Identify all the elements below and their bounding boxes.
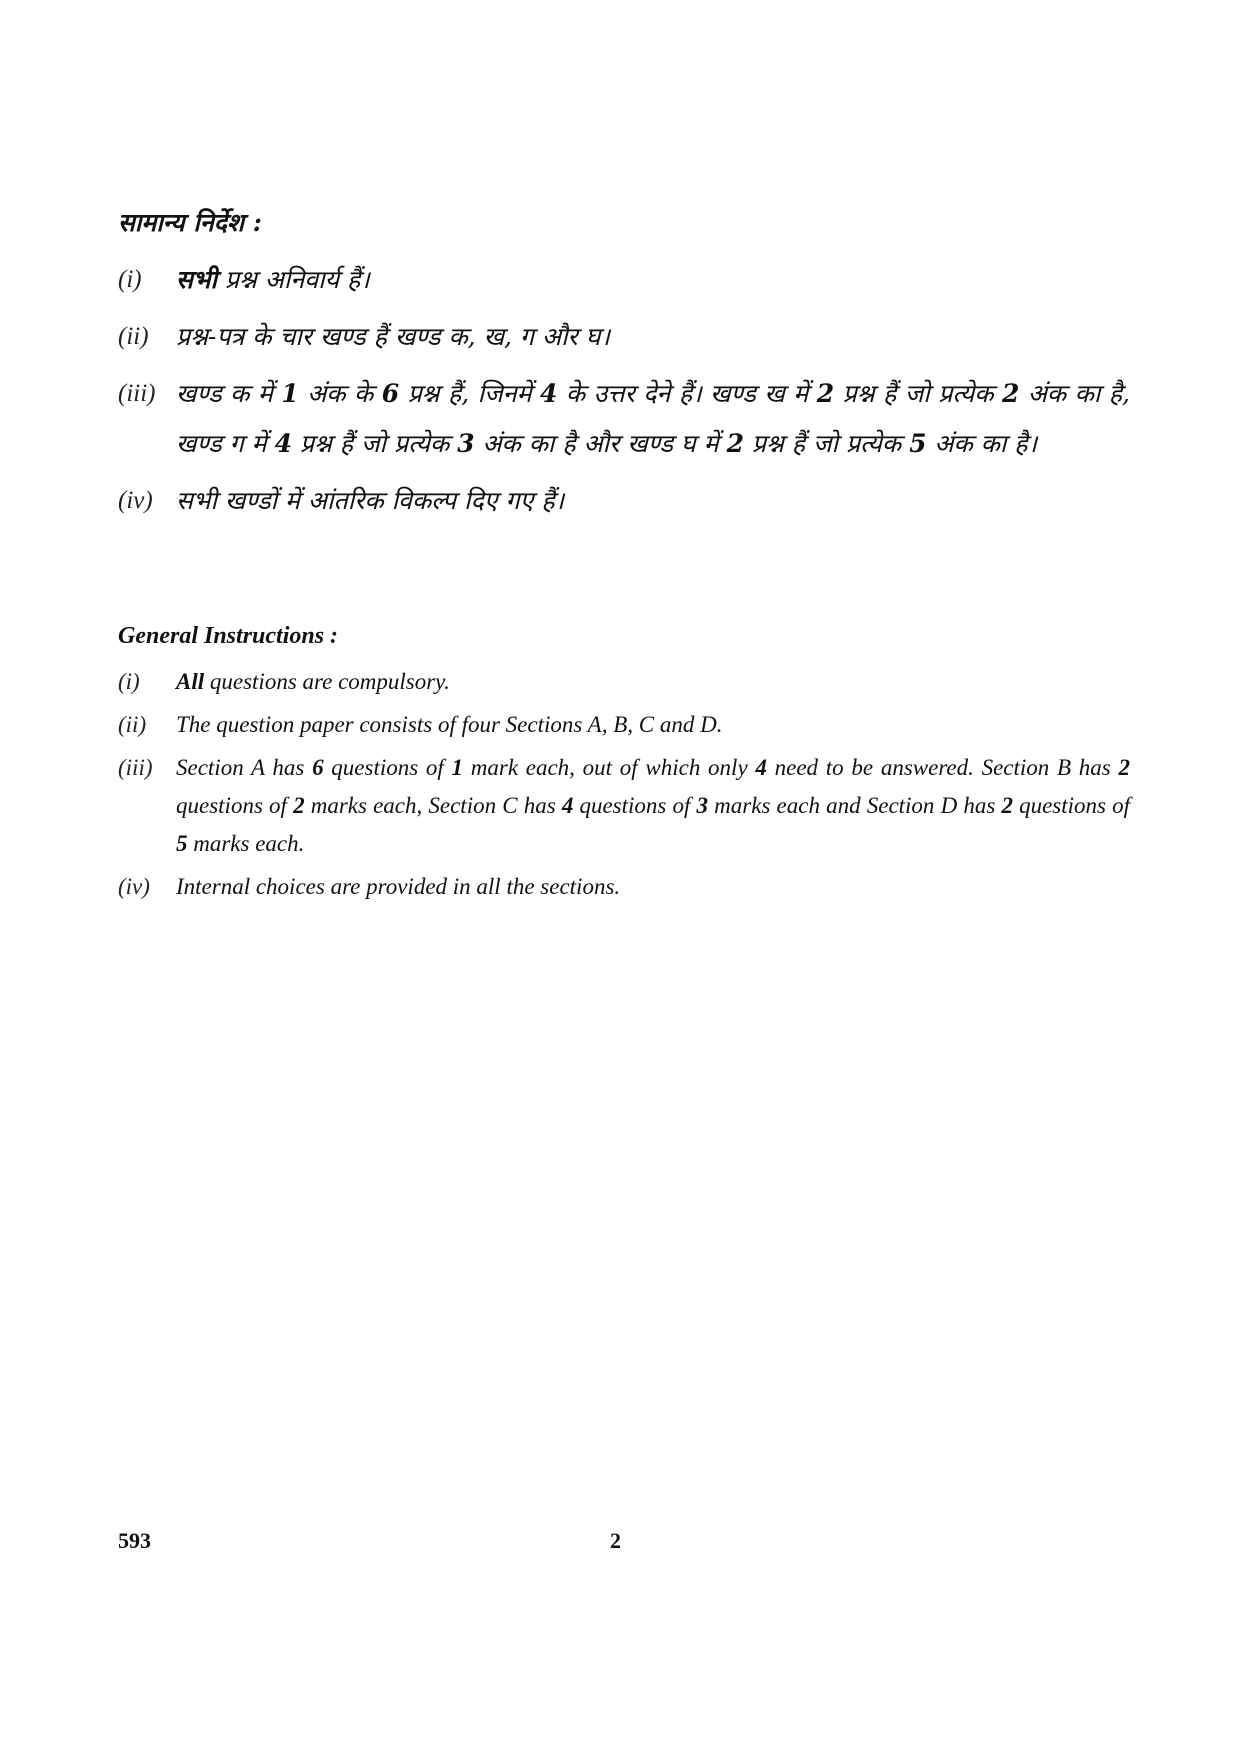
- text-run: questions of: [176, 793, 294, 818]
- english-instruction-number: (iv): [118, 874, 150, 899]
- text-run: अंक का है, खण्ड ग में: [176, 379, 1130, 458]
- english-instructions-heading: General Instructions :: [118, 623, 339, 649]
- bold-text-run: 2: [816, 379, 835, 408]
- text-run: प्रश्न हैं जो प्रत्येक: [291, 429, 458, 458]
- hindi-instruction-text: [176, 476, 1130, 526]
- hindi-instruction-number: (iv): [118, 487, 153, 514]
- bold-text-run: 3: [457, 429, 475, 458]
- page-number: 2: [610, 1528, 621, 1553]
- bold-text-run: All: [176, 669, 205, 694]
- bold-text-run: 2: [726, 429, 744, 458]
- text-run: अंक के: [298, 379, 382, 408]
- hindi-instruction-item: [118, 255, 1130, 305]
- text-run: need to be answered. Section B has: [766, 755, 1119, 780]
- text-run: सभी खण्डों में आंतरिक विकल्प दिए गए हैं।: [176, 486, 565, 515]
- text-run: प्रश्न हैं जो प्रत्येक: [834, 379, 1002, 408]
- text-run: marks each.: [187, 831, 305, 856]
- hindi-instructions-list: [118, 255, 1130, 533]
- text-run: questions of: [573, 793, 697, 818]
- english-instruction-text: [176, 663, 1130, 701]
- hindi-instruction-item: [118, 476, 1130, 526]
- english-instruction-item: [118, 706, 1130, 744]
- bold-text-run: 2: [293, 793, 305, 818]
- bold-text-run: 4: [274, 429, 292, 458]
- hindi-instruction-item: [118, 369, 1130, 469]
- text-run: प्रश्न हैं जो प्रत्येक: [743, 429, 910, 458]
- english-instruction-item: [118, 749, 1130, 863]
- paper-code: 593: [118, 1528, 151, 1553]
- text-run: अंक का है और खण्ड घ में: [474, 429, 727, 458]
- bold-text-run: 2: [1001, 793, 1013, 818]
- english-instruction-item: [118, 868, 1130, 906]
- text-run: questions of: [1012, 793, 1131, 818]
- bold-text-run: 4: [540, 379, 558, 408]
- hindi-instruction-item: [118, 312, 1130, 362]
- bold-text-run: 1: [281, 379, 299, 408]
- text-run: खण्ड क में: [176, 379, 282, 408]
- english-instruction-number: (iii): [118, 755, 153, 780]
- hindi-instruction-text: [176, 255, 1130, 305]
- english-instruction-number: (ii): [118, 712, 147, 737]
- text-run: के उत्तर देने हैं। खण्ड ख में: [557, 379, 817, 408]
- text-run: marks each, Section C has: [304, 793, 562, 818]
- bold-text-run: 5: [176, 831, 188, 856]
- text-run: questions of: [323, 755, 452, 780]
- bold-text-run: सभी: [176, 265, 217, 294]
- bold-text-run: 1: [451, 755, 464, 780]
- bold-text-run: 5: [909, 429, 927, 458]
- hindi-instruction-number: (i): [118, 266, 142, 293]
- bold-text-run: 4: [755, 755, 767, 780]
- bold-text-run: 4: [561, 793, 574, 818]
- english-instruction-text: [176, 749, 1130, 863]
- hindi-instruction-text: [176, 369, 1130, 469]
- english-instruction-text: [176, 706, 1130, 744]
- english-instruction-text: [176, 868, 1130, 906]
- text-run: प्रश्न अनिवार्य हैं।: [216, 265, 370, 294]
- english-instructions-list: [118, 663, 1130, 911]
- text-run: अंक का है।: [926, 429, 1038, 458]
- text-run: marks each and Section D has: [708, 793, 1002, 818]
- hindi-instruction-number: (iii): [118, 380, 156, 407]
- english-instruction-item: [118, 663, 1130, 701]
- english-instruction-number: (i): [118, 669, 140, 694]
- text-run: Internal choices are provided in all the sections.: [176, 874, 621, 899]
- bold-text-run: 6: [312, 755, 324, 780]
- text-run: The question paper consists of four Sections A, B, C and D.: [176, 712, 723, 737]
- hindi-instructions-heading: सामान्य निर्देश :: [118, 208, 262, 237]
- bold-text-run: 2: [1118, 755, 1130, 780]
- hindi-instruction-text: [176, 312, 1130, 362]
- bold-text-run: 6: [381, 379, 400, 408]
- hindi-instruction-number: (ii): [118, 323, 149, 350]
- text-run: Section A has: [176, 755, 313, 780]
- text-run: प्रश्न-पत्र के चार खण्ड हैं खण्ड क, ख, ग और घ।: [176, 322, 610, 351]
- bold-text-run: 2: [1001, 379, 1020, 408]
- text-run: mark each, out of which only: [463, 755, 756, 780]
- bold-text-run: 3: [696, 793, 709, 818]
- text-run: प्रश्न हैं, जिनमें: [399, 379, 541, 408]
- text-run: questions are compulsory.: [204, 669, 450, 694]
